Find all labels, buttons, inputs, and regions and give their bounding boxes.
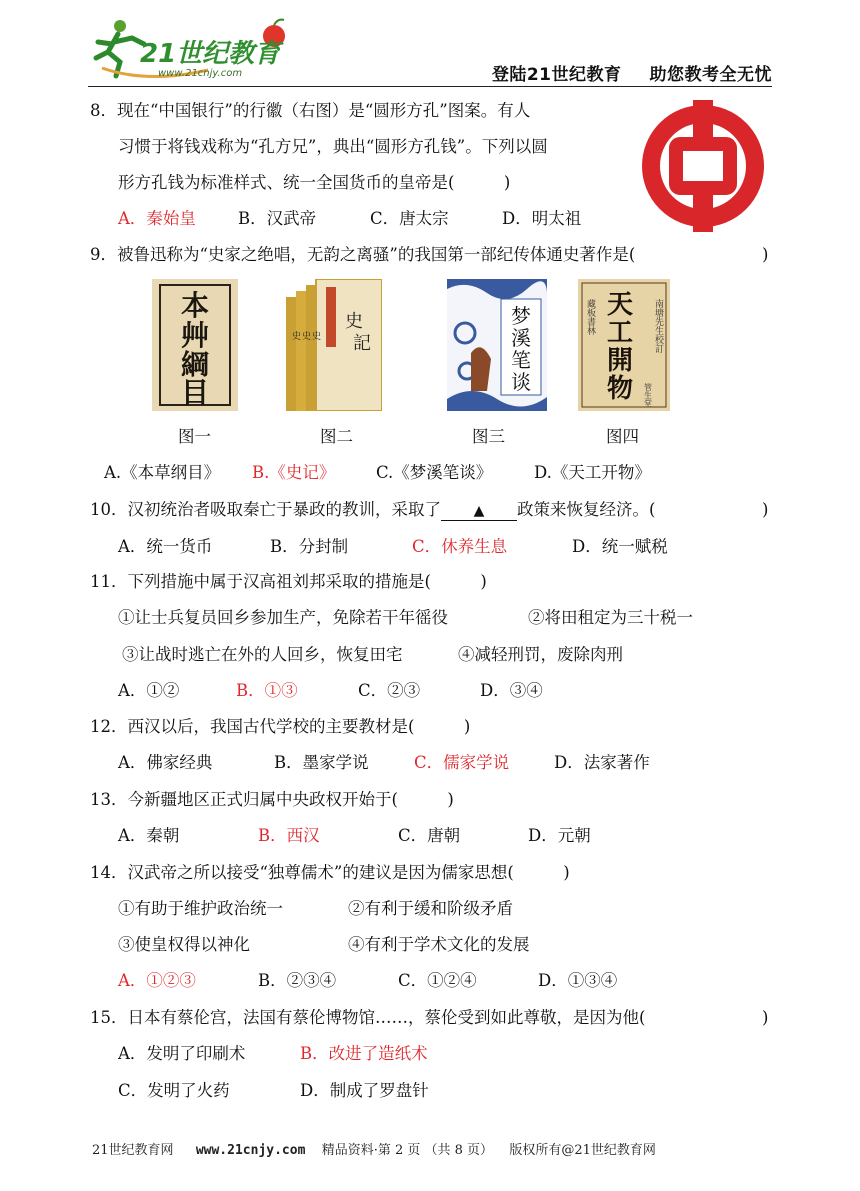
q11-options	[118, 680, 543, 702]
book-bencao-gangmu-image	[152, 279, 238, 411]
book-tiangong-kaiwu-image	[578, 279, 670, 411]
q13-options	[118, 825, 591, 847]
svg-text:笔: 笔	[511, 348, 531, 372]
svg-text:本: 本	[180, 289, 210, 322]
logo-url: www.21cnjy.com	[158, 68, 243, 79]
q8-line2: 习惯于将钱戏称为“孔方兄”，典出“圆形方孔钱”。下列以圆	[118, 137, 548, 156]
svg-text:物: 物	[606, 374, 634, 404]
q9-options	[104, 462, 651, 484]
q14-option-b[interactable]: B．②③④	[258, 971, 337, 990]
figure-caption-1: 图一	[178, 427, 211, 446]
q10-text-before: 10．汉初统治者吸取秦亡于暴政的教训，采取了	[90, 500, 441, 519]
svg-text:綱: 綱	[180, 348, 210, 381]
book-shiji-image	[286, 279, 382, 411]
book-mengxi-bitan-image	[447, 279, 547, 411]
q8-options	[118, 208, 581, 230]
bank-of-china-logo	[640, 100, 766, 232]
q10-option-d[interactable]: D．统一赋税	[572, 537, 668, 556]
svg-text:藏板書林: 藏板書林	[585, 299, 595, 335]
q15-options-row2	[118, 1080, 429, 1102]
q14-item-4: ④有利于学术文化的发展	[348, 935, 530, 954]
q8-line1: 8．现在“中国银行”的行徽（右图）是“圆形方孔”图案。有人	[90, 101, 531, 120]
header-slogan	[492, 60, 772, 85]
q9-option-c[interactable]: C.《梦溪笔谈》	[376, 463, 493, 482]
q14-option-d[interactable]: D．①③④	[538, 971, 618, 990]
q11-option-a[interactable]: A．①②	[118, 681, 180, 700]
q14-items-row1	[118, 898, 513, 920]
q14-items-row2	[118, 934, 530, 956]
slogan-right: 助您教考全无忧	[649, 65, 772, 85]
q8-option-a[interactable]: A．秦始皇	[118, 209, 196, 228]
q9-question: 9．被鲁迅称为“史家之绝唱，无韵之离骚”的我国第一部纪传体通史著作是(	[90, 245, 636, 264]
q10-option-b[interactable]: B．分封制	[270, 537, 349, 556]
q9-paren: )	[762, 245, 769, 264]
page-footer	[92, 1139, 782, 1158]
q10-options	[118, 536, 668, 558]
q8-option-d[interactable]: D．明太祖	[502, 209, 582, 228]
header-divider	[88, 86, 772, 87]
q9-option-a[interactable]: A.《本草纲目》	[104, 463, 221, 482]
q11-option-b[interactable]: B．①③	[236, 681, 298, 700]
footer-url[interactable]: www.21cnjy.com	[195, 1143, 306, 1158]
q10-option-c[interactable]: C．休养生息	[412, 537, 508, 556]
svg-text:記: 記	[353, 333, 371, 354]
page-header	[88, 14, 772, 88]
q11-option-d[interactable]: D．③④	[480, 681, 543, 700]
q8-line3: 形方孔钱为标准样式、统一全国货币的皇帝是( )	[118, 173, 511, 192]
q10-option-a[interactable]: A．统一货币	[118, 537, 213, 556]
q12-option-a[interactable]: A．佛家经典	[118, 753, 213, 772]
q11-item-3: ③让战时逃亡在外的人回乡，恢复田宅	[122, 645, 403, 664]
figure-caption-4: 图四	[606, 427, 639, 446]
q14-option-c[interactable]: C．①②④	[398, 971, 477, 990]
q13-option-a[interactable]: A．秦朝	[118, 826, 180, 845]
q15-option-c[interactable]: C．发明了火药	[118, 1081, 230, 1100]
footer-page-info: 精品资料·第 2 页 （共 8 页）	[321, 1143, 494, 1158]
q8-option-b[interactable]: B．汉武帝	[238, 209, 317, 228]
q15-paren: )	[762, 1008, 769, 1027]
svg-text:史: 史	[345, 311, 363, 332]
svg-text:開: 開	[606, 346, 634, 376]
q14-item-3: ③使皇权得以神化	[118, 935, 250, 954]
q8-option-c[interactable]: C．唐太宗	[370, 209, 449, 228]
q10-paren: )	[762, 500, 769, 519]
q10-question	[90, 499, 655, 521]
slogan-left: 登陆21世纪教育	[491, 65, 622, 85]
q11-items-row1	[118, 607, 693, 629]
svg-text:史: 史	[312, 332, 322, 342]
q14-option-a[interactable]: A．①②③	[118, 971, 196, 990]
figure-caption-3: 图三	[472, 427, 505, 446]
q10-blank: ▲	[441, 502, 517, 521]
q15-option-a[interactable]: A．发明了印刷术	[118, 1044, 246, 1063]
q10-text-after: 政策来恢复经济。(	[517, 500, 656, 519]
svg-text:南塘先生校訂: 南塘先生校訂	[653, 299, 663, 353]
q11-option-c[interactable]: C．②③	[358, 681, 421, 700]
q11-question: 11．下列措施中属于汉高祖刘邦采取的措施是( )	[90, 572, 487, 591]
q11-item-4: ④减轻刑罚，废除肉刑	[458, 645, 623, 664]
site-logo	[88, 14, 288, 86]
svg-text:天: 天	[606, 290, 634, 320]
q14-item-1: ①有助于维护政治统一	[118, 899, 283, 918]
q11-item-1: ①让士兵复员回乡参加生产，免除若干年徭役	[118, 608, 448, 627]
q14-item-2: ②有利于缓和阶级矛盾	[348, 899, 513, 918]
q11-items-row2	[122, 644, 623, 666]
svg-text:谈: 谈	[511, 370, 531, 394]
figure-caption-2: 图二	[320, 427, 353, 446]
q15-option-b[interactable]: B．改进了造纸术	[300, 1044, 428, 1063]
svg-text:艸: 艸	[180, 319, 210, 352]
q13-option-b[interactable]: B．西汉	[258, 826, 320, 845]
svg-text:管生堂: 管生堂	[643, 383, 653, 407]
q15-option-d[interactable]: D．制成了罗盘针	[300, 1081, 429, 1100]
svg-text:工: 工	[606, 318, 634, 348]
svg-text:史: 史	[302, 332, 312, 342]
q14-options	[118, 970, 617, 992]
q9-option-b[interactable]: B.《史记》	[252, 463, 336, 482]
svg-text:史: 史	[292, 332, 302, 342]
q12-question: 12．西汉以后，我国古代学校的主要教材是( )	[90, 717, 471, 736]
svg-text:溪: 溪	[511, 326, 531, 350]
footer-site: 21世纪教育网	[92, 1143, 174, 1158]
q12-option-d[interactable]: D．法家著作	[554, 753, 650, 772]
q12-option-b[interactable]: B．墨家学说	[274, 753, 369, 772]
q13-option-d[interactable]: D．元朝	[528, 826, 591, 845]
q13-question: 13．今新疆地区正式归属中央政权开始于( )	[90, 790, 454, 809]
logo-text: 21世纪教育	[140, 39, 281, 69]
q15-options-row1	[118, 1043, 428, 1065]
q11-item-2: ②将田租定为三十税一	[528, 608, 693, 627]
q12-options	[118, 752, 650, 774]
q9-option-d[interactable]: D.《天工开物》	[534, 463, 651, 482]
q15-question: 15．日本有蔡伦宫，法国有蔡伦博物馆……，蔡伦受到如此尊敬，是因为他(	[90, 1008, 646, 1027]
q12-option-c[interactable]: C．儒家学说	[414, 753, 510, 772]
q13-option-c[interactable]: C．唐朝	[398, 826, 461, 845]
footer-copyright: 版权所有@21世纪教育网	[509, 1143, 656, 1158]
q14-question: 14．汉武帝之所以接受“独尊儒术”的建议是因为儒家思想( )	[90, 863, 570, 882]
svg-text:梦: 梦	[511, 304, 531, 328]
svg-text:目: 目	[180, 376, 210, 409]
